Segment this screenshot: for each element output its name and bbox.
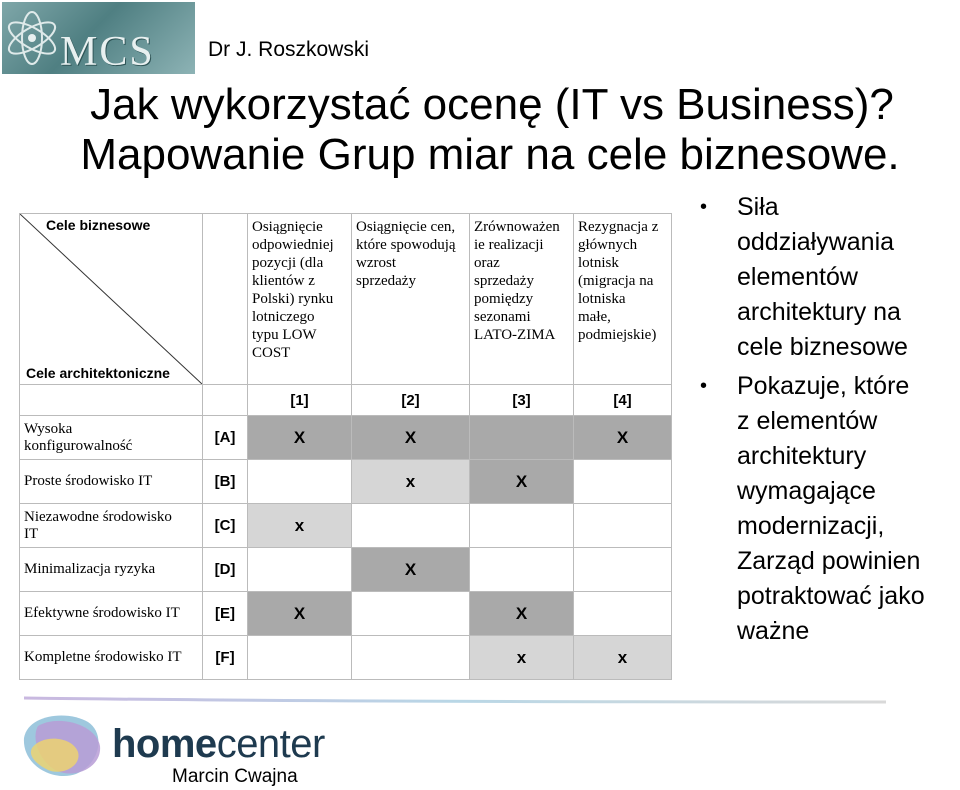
row-code: [E] — [203, 592, 248, 636]
brand-bold: home — [112, 722, 217, 766]
row-code: [C] — [203, 504, 248, 548]
mapping-cell — [248, 636, 352, 680]
mapping-cell — [574, 504, 672, 548]
corner-label-business: Cele biznesowe — [46, 217, 151, 233]
bullet-item: • Siła oddziaływania elementów architektury na cele biznesowe — [700, 190, 960, 365]
mapping-cell: x — [352, 460, 470, 504]
mapping-cell: X — [352, 416, 470, 460]
architecture-goal-label: Efektywne środowisko IT — [20, 592, 203, 636]
mapping-cell: X — [470, 460, 574, 504]
presenter-name: Marcin Cwajna — [172, 766, 298, 787]
mapping-table — [19, 213, 672, 680]
mapping-cell — [352, 592, 470, 636]
row-code: [F] — [203, 636, 248, 680]
goal-header-1: Osiągnięcie odpowiedniej pozycji (dla klientów z Polski) rynku lotniczego typu LOW COST — [248, 214, 352, 385]
table-row — [20, 460, 672, 504]
goal-number: [3] — [470, 385, 574, 416]
architecture-goal-label: Kompletne środowisko IT — [20, 636, 203, 680]
title-line-2: Mapowanie Grup miar na cele biznesowe. — [80, 130, 900, 179]
brand-normal: center — [216, 722, 325, 766]
mapping-cell: X — [248, 592, 352, 636]
mapping-cell — [574, 548, 672, 592]
mapping-cell: x — [470, 636, 574, 680]
bullet-list — [700, 190, 960, 653]
bullet-item: • Pokazuje, które z elementów architektury wymagające modernizacji, Zarząd powinien potraktować jako ważne — [700, 369, 960, 649]
mapping-cell: X — [574, 416, 672, 460]
row-code: [B] — [203, 460, 248, 504]
bullet-icon: • — [700, 196, 708, 218]
mapping-cell: X — [352, 548, 470, 592]
mapping-cell: x — [248, 504, 352, 548]
mapping-cell — [352, 504, 470, 548]
table-row — [20, 636, 672, 680]
goal-number: [2] — [352, 385, 470, 416]
table-row — [20, 592, 672, 636]
goal-header-3: Zrównoważen ie realizacji oraz sprzedaży pomiędzy sezonami LATO-ZIMA — [470, 214, 574, 385]
mapping-cell: X — [470, 592, 574, 636]
mapping-cell — [574, 592, 672, 636]
goal-number-row — [20, 385, 672, 416]
logo-text: MCS — [60, 29, 155, 74]
mapping-cell — [470, 504, 574, 548]
mapping-cell — [248, 548, 352, 592]
architecture-goal-label: Niezawodne środowisko IT — [20, 504, 203, 548]
goal-number: [1] — [248, 385, 352, 416]
title-line-1: Jak wykorzystać ocenę (IT vs Business)? — [90, 80, 894, 129]
table-row — [20, 416, 672, 460]
table-row — [20, 504, 672, 548]
diagonal-line — [20, 214, 202, 384]
table-row — [20, 548, 672, 592]
blank-header-cell — [203, 214, 248, 385]
mapping-cell — [248, 460, 352, 504]
goal-header-2: Osiągnięcie cen, które spowodują wzrost sprzedaży — [352, 214, 470, 385]
homecenter-logo-icon — [18, 708, 110, 782]
bullet-icon: • — [700, 375, 708, 397]
mapping-cell: X — [248, 416, 352, 460]
table-body — [20, 416, 672, 680]
brand-wordmark — [112, 722, 325, 767]
row-code: [A] — [203, 416, 248, 460]
goal-number: [4] — [574, 385, 672, 416]
mapping-cell — [352, 636, 470, 680]
architecture-goal-label: Minimalizacja ryzyka — [20, 548, 203, 592]
footer-divider — [24, 696, 886, 704]
mapping-cell — [574, 460, 672, 504]
mapping-cell — [470, 548, 574, 592]
mapping-cell: x — [574, 636, 672, 680]
architecture-goal-label: Wysoka konfigurowalność — [20, 416, 203, 460]
author-name: Dr J. Roszkowski — [208, 38, 370, 61]
row-code: [D] — [203, 548, 248, 592]
mcs-logo — [2, 2, 195, 74]
corner-label-architecture: Cele architektoniczne — [26, 365, 170, 381]
table-corner — [20, 214, 203, 385]
mapping-cell — [470, 416, 574, 460]
architecture-goal-label: Proste środowisko IT — [20, 460, 203, 504]
goal-header-4: Rezygnacja z głównych lotnisk (migracja na lotniska małe, podmiejskie) — [574, 214, 672, 385]
slide-title — [30, 80, 950, 180]
